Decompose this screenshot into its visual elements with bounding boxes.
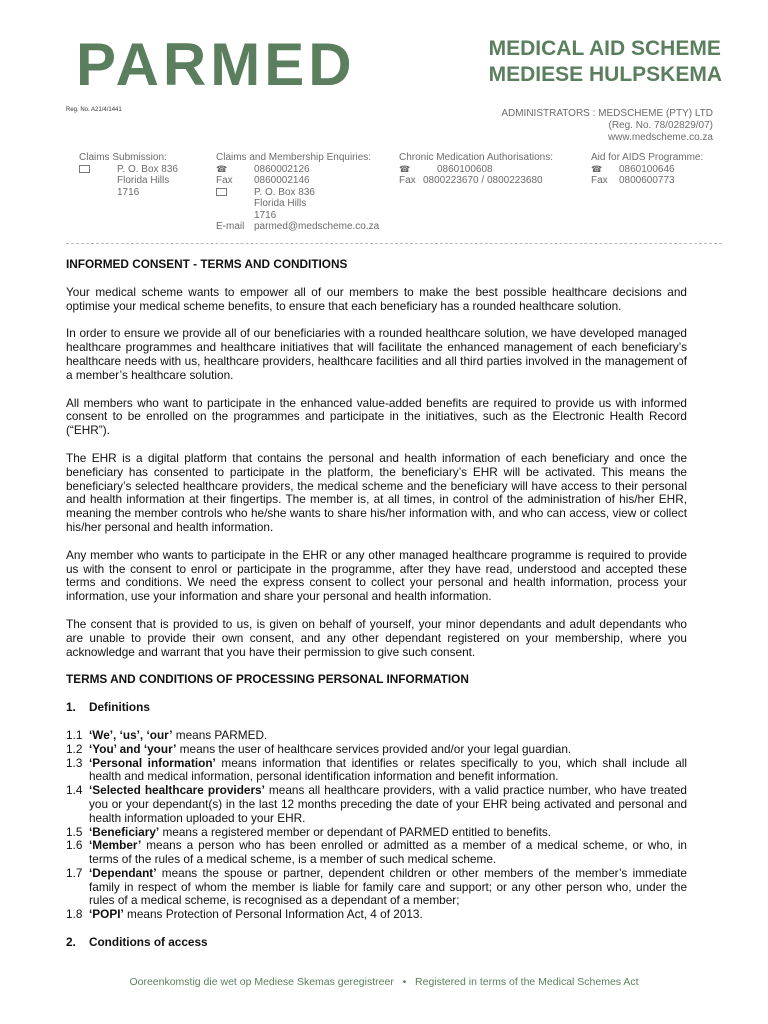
definition-text: means the user of healthcare services provided and/or your legal guardian. — [176, 741, 572, 756]
mailbox-icon — [216, 188, 227, 196]
definition-number: 1.7 — [66, 865, 83, 880]
definitions-list — [66, 729, 687, 922]
definition-item — [66, 784, 687, 825]
definition-number: 1.5 — [66, 824, 83, 839]
footer-afrikaans: Ooreenkomstig die wet op Mediese Skemas geregistreer — [129, 976, 394, 988]
definition-term: ‘You’ and ‘your’ — [89, 741, 177, 756]
postal-box: P. O. Box 836 — [117, 163, 178, 175]
paragraph: The EHR is a digital platform that contains the personal and health information of each beneficiary and once the beneficiary has consented to participate in the platform, the beneficiary’s EHR will be activated. This means the beneficiary’s selected healthcare providers, the medical scheme and the beneficiary will have access to their personal and health information at their fingertips. The member is, at all times, in control of the administration of his/her EHR, meaning the member controls who he/she wants to share his/her information with, and who can access, view or collect his/her personal and health information. — [66, 450, 687, 534]
definition-number: 1.6 — [66, 838, 83, 853]
scheme-title — [489, 36, 722, 88]
definition-text: means PARMED. — [172, 727, 268, 742]
definition-term: ‘Personal information’ — [89, 755, 216, 770]
definition-text: means Protection of Personal Information Act, 4 of 2013. — [123, 907, 423, 922]
footer-bullet: • — [402, 976, 407, 988]
membership-enquiries-contact — [216, 152, 379, 233]
definition-term: ‘Beneficiary’ — [89, 824, 160, 839]
parmed-logo: PARMED — [76, 31, 356, 98]
definition-text: means all healthcare providers, with a valid practice number, who have treated you or your dependant(s) in the last 12 months preceding the date of your EHR being activated and personal and health information uploaded to your EHR. — [89, 783, 687, 825]
postal-code: 1716 — [254, 209, 277, 221]
postal-box: P. O. Box 836 — [254, 186, 315, 198]
fax-label: Fax — [399, 175, 416, 186]
definition-number: 1.3 — [66, 755, 83, 770]
definition-item — [66, 908, 687, 922]
postal-city: Florida Hills — [254, 198, 307, 209]
definition-term: ‘Member’ — [89, 838, 142, 853]
definition-item — [66, 757, 687, 785]
phone-number: 0860100608 — [437, 163, 493, 175]
fax-number: 0860002146 — [254, 175, 310, 186]
postal-city: Florida Hills — [117, 175, 170, 186]
aids-programme-contact — [591, 152, 703, 187]
header-divider — [66, 243, 722, 244]
administrator-reg: (Reg. No. 78/02829/07) — [608, 120, 713, 131]
paragraph: In order to ensure we provide all of our beneficiaries with a rounded healthcare solution, we have developed managed healthcare programmes and healthcare initiatives that will facilitate the enhanced management of each beneficiary’s healthcare needs with us, healthcare providers, healthcare facilities and all third parties involved in the management of a member’s healthcare solution. — [66, 326, 687, 382]
definition-number: 1.8 — [66, 907, 83, 922]
definition-item — [66, 729, 687, 743]
chronic-medication-contact — [399, 152, 553, 187]
definition-text: means information that identifies or relates specifically to you, which shall include all health and medical information, personal identification information and benefit information. — [89, 755, 687, 784]
definition-term: ‘Selected healthcare providers’ — [89, 783, 265, 798]
definition-text: means the spouse or partner, dependent children or other members of the member’s immediate family in respect of whom the member is liable for family care and support; or any other person who, under the rules of a medical scheme, is recognised as a dependant of a member; — [89, 865, 687, 908]
document-body — [66, 258, 687, 964]
administrator-name: ADMINISTRATORS : MEDSCHEME (PTY) LTD — [501, 108, 713, 119]
mailbox-icon — [79, 165, 90, 173]
phone-number: 0860100646 — [619, 163, 675, 175]
document-heading: INFORMED CONSENT - TERMS AND CONDITIONS — [66, 257, 348, 271]
phone-icon: ☎ — [591, 163, 603, 174]
scheme-title-english: MEDICAL AID SCHEME — [488, 37, 721, 60]
paragraph: Your medical scheme wants to empower all of our members to make the best possible healthcare decisions and optimise your medical scheme benefits, to ensure that each beneficiary has a rounded healthcare solution. — [66, 284, 687, 313]
administrator-info — [501, 108, 713, 144]
registration-number: Reg. No. A21/4/1441 — [66, 107, 122, 113]
contact-title: Claims and Membership Enquiries: — [216, 152, 372, 163]
fax-label: Fax — [591, 175, 608, 186]
paragraph: Any member who wants to participate in the EHR or any other managed healthcare programme is required to provide us with the consent to enrol or participate in the programme, after they have read, understood and accepted these terms and conditions. We need the express consent to collect your personal and health information, process your information, use your information and share your personal and health information. — [66, 547, 687, 604]
claims-submission-contact — [79, 152, 178, 198]
terms-heading: TERMS AND CONDITIONS OF PROCESSING PERSONAL INFORMATION — [66, 672, 469, 687]
email-label: E-mail — [216, 221, 245, 232]
paragraph: All members who want to participate in the enhanced value-added benefits are required to provide us with informed consent to be enrolled on the programmes and participate in the initiatives, such as the Electronic Health Record (“EHR”). — [66, 395, 687, 438]
definition-text: means a registered member or dependant of PARMED entitled to benefits. — [159, 824, 552, 839]
contact-title: Chronic Medication Authorisations: — [399, 152, 553, 163]
definition-item — [66, 867, 687, 908]
definition-number: 1.2 — [66, 741, 83, 756]
definition-number: 1.4 — [66, 783, 83, 798]
contact-title: Claims Submission: — [79, 152, 167, 163]
postal-code: 1716 — [117, 186, 140, 198]
definition-term: ‘We’, ‘us’, ‘our’ — [89, 727, 173, 742]
fax-number: 0800223670 / 0800223680 — [423, 175, 543, 186]
fax-number: 0800600773 — [619, 175, 675, 186]
definition-term: ‘Dependant’ — [89, 865, 157, 880]
scheme-title-afrikaans: MEDIESE HULPSKEMA — [488, 63, 722, 86]
definition-item — [66, 839, 687, 867]
contact-title: Aid for AIDS Programme: — [591, 152, 704, 163]
phone-number: 0860002126 — [254, 163, 310, 175]
definition-text: means a person who has been enrolled or admitted as a member of a medical scheme, or who, in terms of the rules of a medical scheme, is a member of such medical scheme. — [89, 838, 687, 867]
paragraph: The consent that is provided to us, is given on behalf of yourself, your minor dependants and adult dependants who are unable to provide their own consent, and any other dependant registered on your membership, where you acknowledge and warrant that you have their permission to give such consent. — [66, 616, 687, 659]
definition-item — [66, 743, 687, 757]
definition-number: 1.1 — [66, 727, 83, 742]
footer-english: Registered in terms of the Medical Schemes Act — [415, 976, 639, 988]
email-address[interactable]: parmed@medscheme.co.za — [254, 221, 380, 232]
section-definitions-heading: 1. Definitions — [66, 700, 150, 715]
registration-footer — [0, 976, 768, 988]
administrator-website: www.medscheme.co.za — [607, 132, 713, 143]
fax-label: Fax — [216, 175, 233, 186]
definition-term: ‘POPI’ — [89, 907, 124, 922]
definition-item — [66, 826, 687, 840]
section-access-heading: 2. Conditions of access — [66, 935, 208, 950]
phone-icon: ☎ — [399, 163, 411, 174]
phone-icon: ☎ — [216, 163, 228, 174]
